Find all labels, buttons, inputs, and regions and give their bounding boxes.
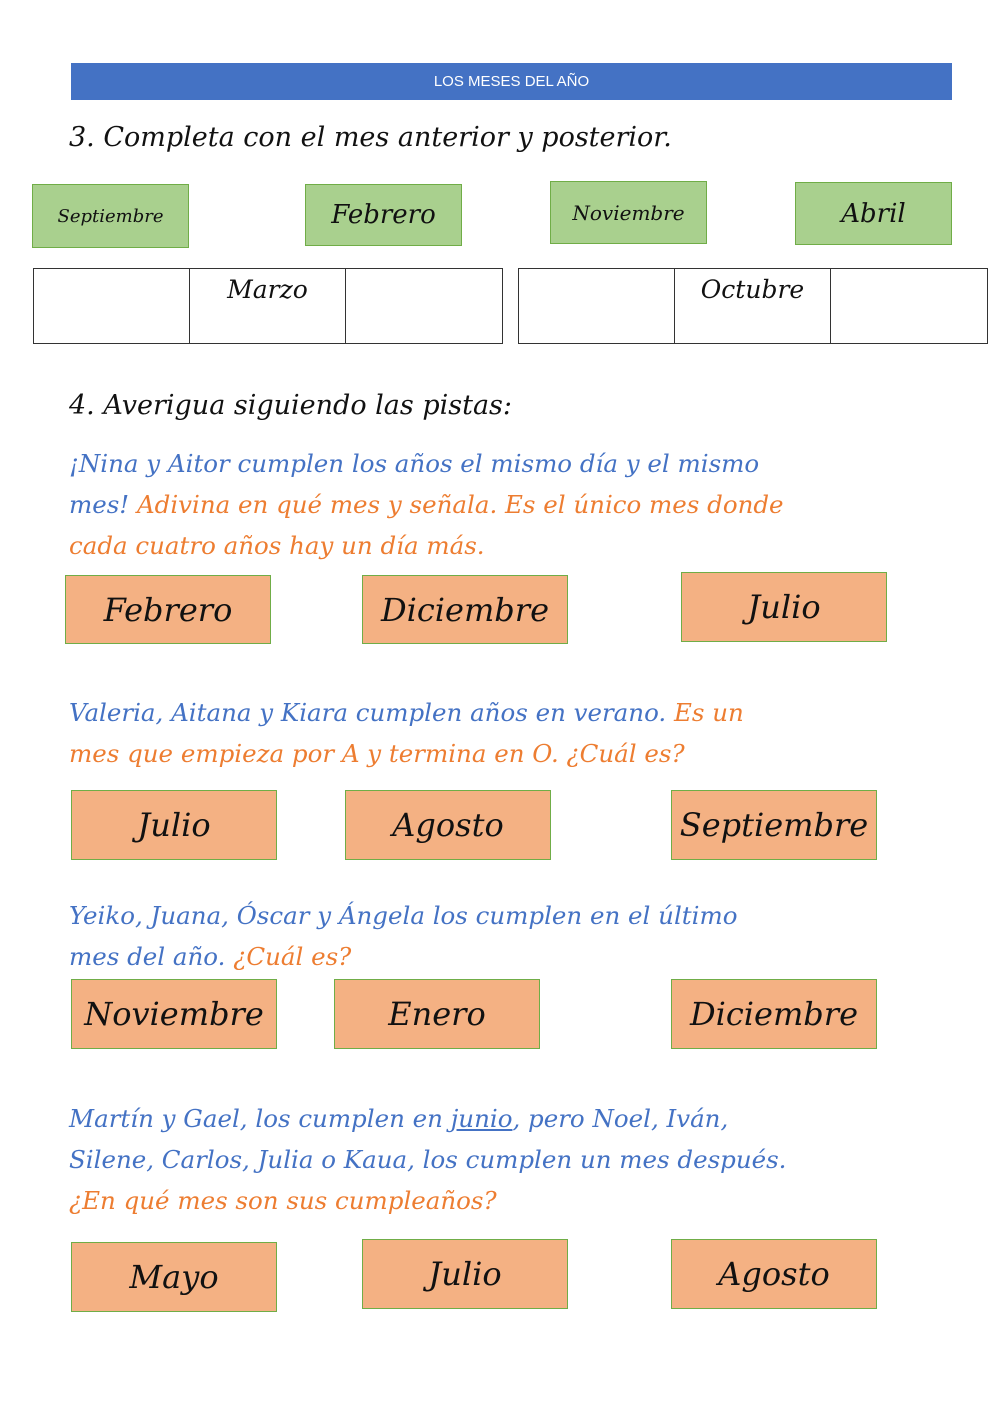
answer-cell-after-octubre[interactable] xyxy=(830,268,988,344)
option-julio[interactable]: Julio xyxy=(681,572,887,642)
clue-text-orange: mes que empieza por A y termina en O. ¿Cuál es? xyxy=(69,739,685,768)
clue-line xyxy=(69,443,784,484)
option-enero[interactable]: Enero xyxy=(334,979,540,1049)
clue-text-orange: cada cuatro años hay un día más. xyxy=(69,531,485,560)
answer-table-1 xyxy=(33,268,503,336)
exercise-4-heading: 4. Averigua siguiendo las pistas: xyxy=(69,390,513,421)
option-julio[interactable]: Julio xyxy=(362,1239,568,1309)
clue-text-blue: Martín y Gael, los cumplen en xyxy=(69,1104,451,1133)
clue-text-blue: , pero Noel, Iván, xyxy=(512,1104,729,1133)
option-diciembre[interactable]: Diciembre xyxy=(362,575,568,644)
clue-text-orange: Es un xyxy=(666,698,744,727)
clue-text-blue: mes! xyxy=(69,490,130,519)
clue-text-orange: ¿En qué mes son sus cumpleaños? xyxy=(69,1186,497,1215)
option-diciembre[interactable]: Diciembre xyxy=(671,979,877,1049)
month-chip-noviembre[interactable]: Noviembre xyxy=(550,181,707,244)
option-agosto[interactable]: Agosto xyxy=(345,790,551,860)
clue-line xyxy=(69,484,784,525)
clue-text-blue: ¡Nina y Aitor cumplen los años el mismo día y el mismo xyxy=(69,449,760,478)
answer-table-2 xyxy=(518,268,988,336)
answer-cell-before-marzo[interactable] xyxy=(33,268,190,344)
clue-line xyxy=(69,936,737,977)
option-noviembre[interactable]: Noviembre xyxy=(71,979,277,1049)
clue-2-text xyxy=(69,692,744,774)
clue-text-blue: Valeria, Aitana y Kiara cumplen años en verano. xyxy=(69,698,667,727)
option-julio[interactable]: Julio xyxy=(71,790,277,860)
month-chip-abril[interactable]: Abril xyxy=(795,182,952,245)
clue-1-text xyxy=(69,443,784,566)
clue-text-blue: Yeiko, Juana, Óscar y Ángela los cumplen en el último xyxy=(69,901,738,930)
month-chip-febrero[interactable]: Febrero xyxy=(305,184,462,246)
clue-line xyxy=(69,1098,786,1139)
clue-3-text xyxy=(69,895,737,977)
clue-text-orange: ¿Cuál es? xyxy=(225,942,352,971)
answer-cell-after-marzo[interactable] xyxy=(345,268,503,344)
clue-4-text xyxy=(69,1098,786,1221)
table-cell-marzo: Marzo xyxy=(189,268,346,344)
page-title: LOS MESES DEL AÑO xyxy=(433,73,590,90)
clue-text-blue: mes del año. xyxy=(69,942,226,971)
clue-line xyxy=(69,692,744,733)
clue-text-underlined: junio xyxy=(450,1104,513,1133)
clue-line xyxy=(69,895,737,936)
clue-line xyxy=(69,733,744,774)
option-mayo[interactable]: Mayo xyxy=(71,1242,277,1312)
table-cell-octubre: Octubre xyxy=(674,268,831,344)
clue-text-orange: Adivina en qué mes y señala. Es el único mes donde xyxy=(129,490,784,519)
option-agosto[interactable]: Agosto xyxy=(671,1239,877,1309)
month-chip-septiembre[interactable]: Septiembre xyxy=(32,184,189,248)
clue-line xyxy=(69,1139,786,1180)
page-title-bar xyxy=(71,63,952,100)
option-febrero[interactable]: Febrero xyxy=(65,575,271,644)
option-septiembre[interactable]: Septiembre xyxy=(671,790,877,860)
answer-cell-before-octubre[interactable] xyxy=(518,268,675,344)
clue-line xyxy=(69,525,784,566)
exercise-3-heading: 3. Completa con el mes anterior y posterior. xyxy=(69,122,672,153)
clue-text-blue: Silene, Carlos, Julia o Kaua, los cumplen un mes después. xyxy=(69,1145,787,1174)
clue-line xyxy=(69,1180,786,1221)
